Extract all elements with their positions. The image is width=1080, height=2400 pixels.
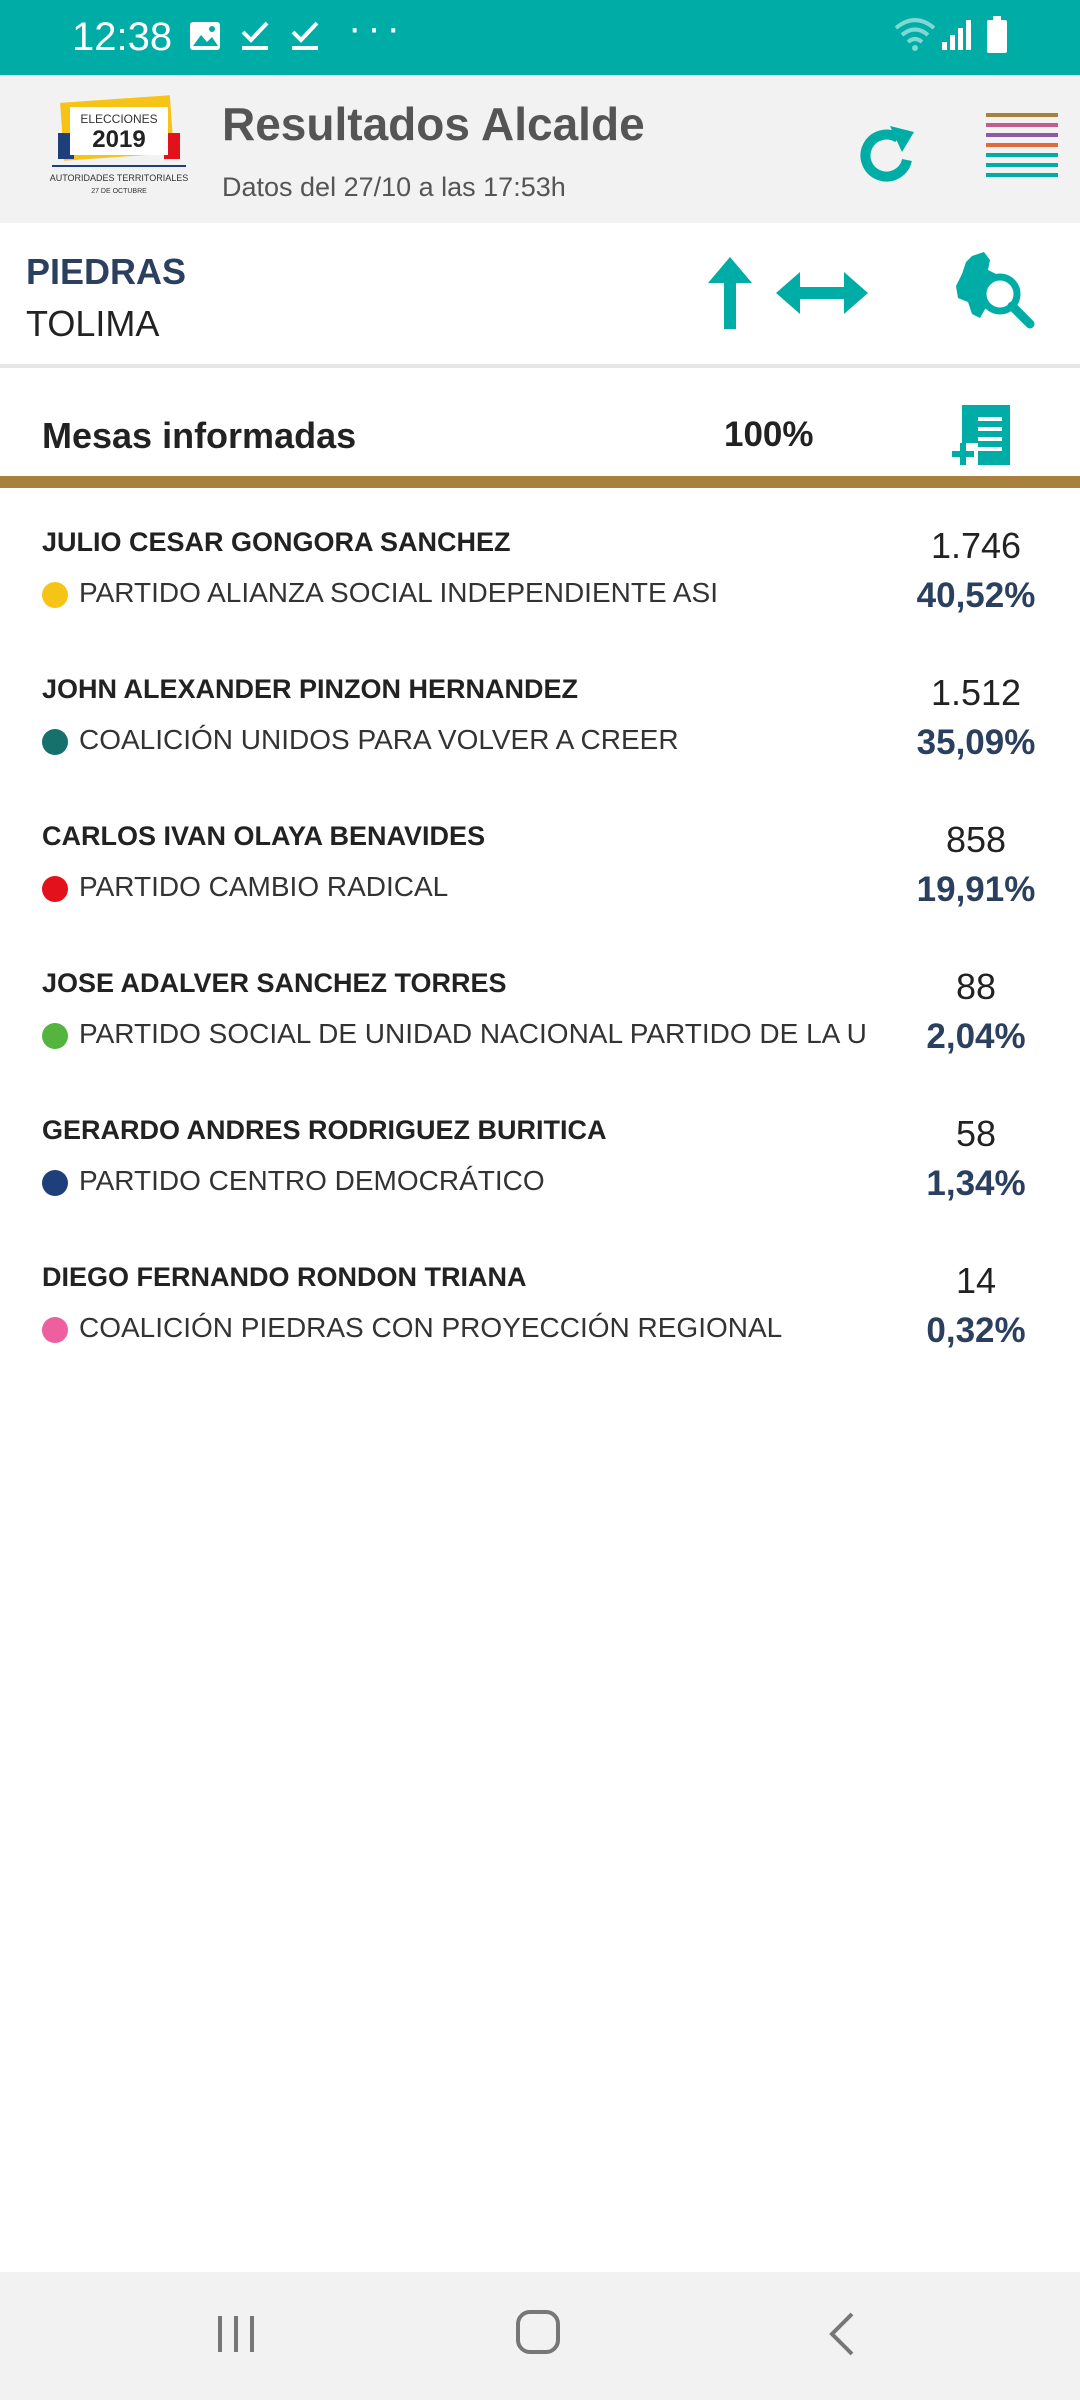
wifi-icon	[894, 18, 936, 57]
menu-button[interactable]	[984, 113, 1060, 189]
vote-percent: 35,09%	[916, 723, 1036, 762]
menu-icon	[984, 113, 1060, 189]
candidate-row[interactable]	[0, 794, 1080, 941]
party-color-dot	[42, 876, 68, 902]
status-time: 12:38	[72, 15, 173, 59]
mesas-informadas-row	[0, 370, 1080, 488]
party-name: COALICIÓN PIEDRAS CON PROYECCIÓN REGIONAL	[79, 1312, 783, 1343]
logo-line2: AUTORIDADES TERRITORIALES	[49, 173, 189, 183]
data-timestamp: Datos del 27/10 a las 17:53h	[222, 172, 566, 202]
vote-count: 14	[955, 1260, 997, 1301]
arrow-left-right-icon	[774, 268, 870, 318]
vote-percent: 2,04%	[926, 1017, 1026, 1056]
map-search-button[interactable]	[950, 248, 1038, 336]
refresh-button[interactable]	[852, 120, 922, 190]
vote-percent: 1,34%	[926, 1164, 1026, 1203]
status-bar	[0, 0, 1080, 75]
home-icon	[514, 2308, 562, 2356]
more-icon: ···	[348, 6, 406, 50]
app-header	[0, 75, 1080, 223]
recent-apps-button[interactable]	[214, 2312, 258, 2356]
municipio-name: PIEDRAS	[26, 251, 187, 292]
vote-count: 858	[945, 819, 1007, 860]
party-color-dot	[42, 729, 68, 755]
mesas-value: 100%	[724, 415, 814, 454]
party-name: COALICIÓN UNIDOS PARA VOLVER A CREER	[79, 724, 679, 755]
candidate-name: CARLOS IVAN OLAYA BENAVIDES	[42, 821, 486, 851]
party-name: PARTIDO SOCIAL DE UNIDAD NACIONAL PARTIDO DE LA U	[79, 1018, 867, 1049]
signal-icon	[940, 18, 974, 57]
candidate-row[interactable]	[0, 500, 1080, 647]
home-button[interactable]	[514, 2308, 562, 2356]
party-name: PARTIDO CAMBIO RADICAL	[79, 871, 449, 902]
location-bar	[0, 223, 1080, 368]
image-icon	[188, 20, 222, 57]
candidate-name: JULIO CESAR GONGORA SANCHEZ	[42, 527, 511, 557]
party-name: PARTIDO CENTRO DEMOCRÁTICO	[79, 1165, 545, 1196]
party-color-dot	[42, 1023, 68, 1049]
system-nav-bar	[0, 2272, 1080, 2400]
logo-line3: 27 DE OCTUBRE	[91, 188, 147, 195]
map-search-icon	[950, 248, 1038, 336]
logo-line1: ELECCIONES	[80, 112, 158, 126]
candidate-name: JOHN ALEXANDER PINZON HERNANDEZ	[42, 674, 579, 704]
candidate-list	[0, 500, 1080, 1382]
add-document-icon	[948, 403, 1012, 469]
candidate-name: DIEGO FERNANDO RONDON TRIANA	[42, 1262, 527, 1292]
candidate-name: GERARDO ANDRES RODRIGUEZ BURITICA	[42, 1115, 607, 1145]
vote-percent: 19,91%	[916, 870, 1036, 909]
vote-count: 58	[955, 1113, 997, 1154]
party-color-dot	[42, 1317, 68, 1343]
vote-count: 1.512	[930, 672, 1022, 713]
elecciones-logo	[44, 95, 194, 205]
party-color-dot	[42, 1170, 68, 1196]
refresh-icon	[852, 120, 922, 190]
vote-percent: 40,52%	[916, 576, 1036, 615]
expand-button[interactable]	[774, 268, 870, 318]
vote-count: 88	[955, 966, 997, 1007]
back-icon	[822, 2310, 862, 2358]
candidate-row[interactable]	[0, 1235, 1080, 1382]
candidate-name: JOSE ADALVER SANCHEZ TORRES	[42, 968, 507, 998]
recent-apps-icon	[214, 2312, 258, 2356]
page-title: Resultados Alcalde	[222, 98, 645, 150]
mesas-label: Mesas informadas	[42, 415, 357, 456]
logo-year: 2019	[92, 126, 146, 153]
check-icon	[290, 20, 320, 57]
back-button[interactable]	[822, 2310, 862, 2358]
up-level-button[interactable]	[700, 253, 760, 333]
candidate-row[interactable]	[0, 647, 1080, 794]
party-color-dot	[42, 582, 68, 608]
party-name: PARTIDO ALIANZA SOCIAL INDEPENDIENTE ASI	[79, 577, 718, 608]
candidate-row[interactable]	[0, 1088, 1080, 1235]
candidate-row[interactable]	[0, 941, 1080, 1088]
vote-percent: 0,32%	[926, 1311, 1026, 1350]
arrow-up-icon	[700, 253, 760, 333]
detail-report-button[interactable]	[948, 403, 1012, 469]
check-icon	[240, 20, 270, 57]
battery-icon	[986, 16, 1008, 59]
vote-count: 1.746	[930, 525, 1022, 566]
departamento-name: TOLIMA	[26, 303, 160, 344]
